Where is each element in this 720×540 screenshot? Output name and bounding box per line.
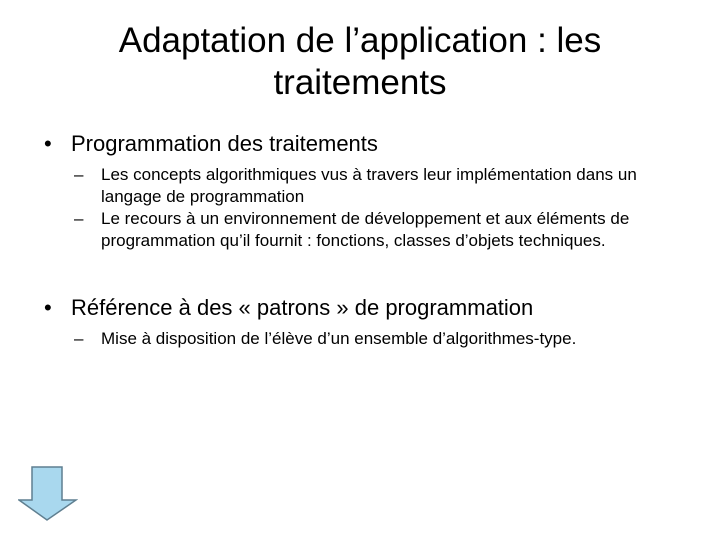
slide-title: Adaptation de l’application : les traitements [118,21,602,102]
bullet-patrons [44,294,684,322]
bullet-marker: • [44,295,52,320]
down-arrow-icon [18,466,78,522]
sub-bullet-algorithmes [74,328,684,350]
sub-bullet-concepts [74,164,684,208]
sub-list [44,164,684,252]
dash-marker: – [74,165,84,184]
sub-bullet-text: Les concepts algorithmiques vus à travers leur implémentation dans un langage de programmation [101,165,637,206]
sub-bullet-text: Le recours à un environnement de développement et aux éléments de programmation qu’il fournit : fonctions, classes d’objets techniques. [101,209,630,250]
sub-bullet-environnement [74,208,684,252]
dash-marker: – [74,329,84,348]
bullet-marker: • [44,131,52,156]
slide-body [44,130,684,350]
sub-list [44,328,684,350]
bullet-programmation [44,130,684,158]
bullet-text: Référence à des « patrons » de programmation [71,295,534,320]
bullet-text: Programmation des traitements [71,131,378,156]
sub-bullet-text: Mise à disposition de l’élève d’un ensemble d’algorithmes-type. [101,329,577,348]
dash-marker: – [74,209,84,228]
